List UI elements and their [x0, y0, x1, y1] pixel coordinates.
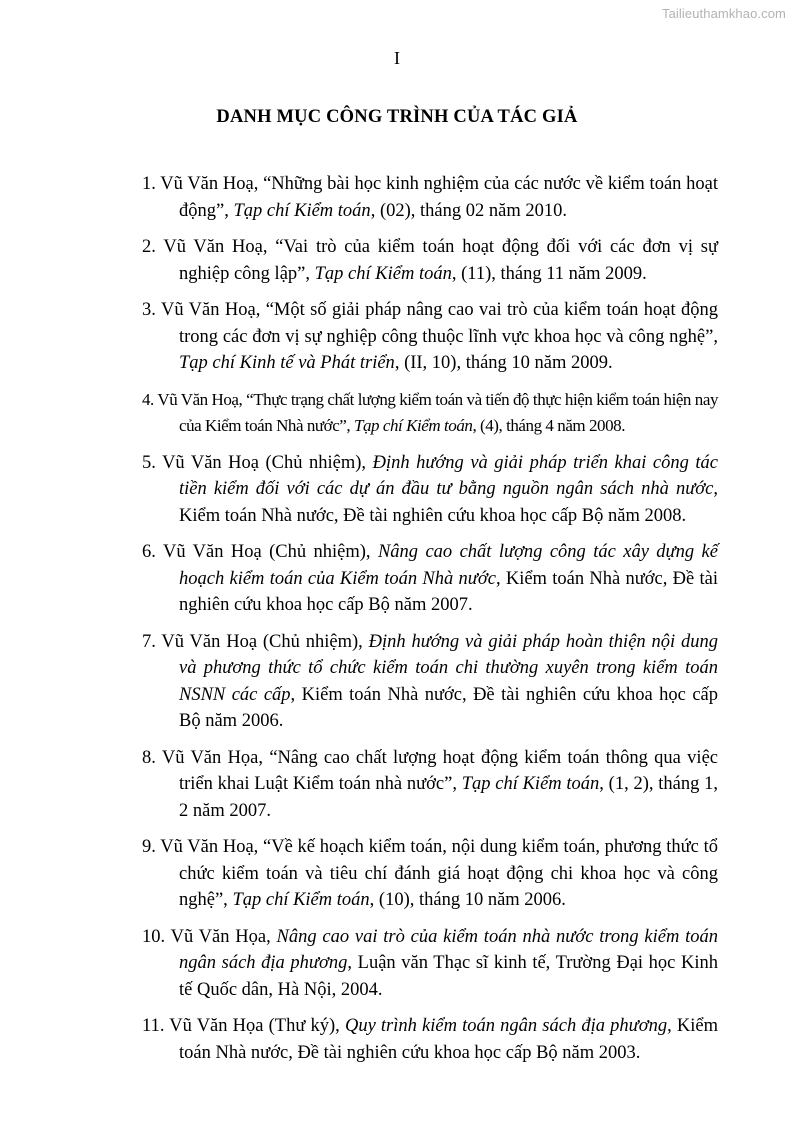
reference-text: Vũ Văn Hoạ, “Những bài học kinh nghiệm của các nước về kiểm toán hoạt động”,: [160, 174, 718, 221]
reference-publication: Tạp chí Kiểm toán: [233, 200, 371, 221]
reference-number: 10.: [142, 926, 166, 947]
reference-number: 11.: [142, 1016, 165, 1036]
reference-item-7: [142, 629, 718, 735]
reference-publication: Tạp chí Kiểm toán: [232, 890, 370, 910]
reference-work-title: Quy trình kiểm toán ngân sách địa phương: [344, 1016, 668, 1036]
reference-publication: Tạp chí Kiểm toán: [354, 416, 473, 435]
reference-item-2: [142, 234, 718, 287]
reference-text: Vũ Văn Họa,: [170, 926, 277, 947]
reference-list: [142, 171, 718, 1076]
reference-item-9: [142, 834, 718, 914]
reference-details: , Kiểm toán Nhà nước, Đề tài nghiên cứu khoa học cấp Bộ năm 2007.: [179, 568, 718, 615]
reference-publication: Tạp chí Kinh tế và Phát triển: [179, 353, 395, 373]
reference-text: Vũ Văn Họa (Thư ký),: [169, 1016, 345, 1036]
reference-text: Vũ Văn Hoạ, “Thực trạng chất lượng kiểm toán và tiến độ thực hiện kiểm toán hiện nay của Kiểm toán Nhà nước”,: [157, 389, 718, 435]
page-number: I: [394, 48, 400, 68]
reference-work-title: Định hướng và giải pháp hoàn thiện nội dung và phương thức tổ chức kiểm toán chi thường xuyên trong kiểm toán NSNN các cấp: [179, 631, 718, 705]
reference-item-5: [142, 450, 718, 530]
reference-details: , (11), tháng 11 năm 2009.: [451, 263, 647, 284]
reference-details: , (1, 2), tháng 1, 2 năm 2007.: [179, 774, 718, 821]
reference-details: , (02), tháng 02 năm 2010.: [370, 200, 567, 221]
reference-item-6: [142, 539, 718, 619]
reference-details: , Kiểm toán Nhà nước, Đề tài nghiên cứu khoa học cấp Bộ năm 2006.: [179, 684, 718, 731]
reference-text: Vũ Văn Hoạ (Chủ nhiệm),: [162, 452, 373, 473]
reference-number: 9.: [142, 837, 156, 857]
reference-details: , Luận văn Thạc sĩ kinh tế, Trường Đại học Kinh tế Quốc dân, Hà Nội, 2004.: [179, 953, 719, 1000]
reference-details: , Kiểm toán Nhà nước, Đề tài nghiên cứu khoa học cấp Bộ năm 2008.: [179, 479, 718, 526]
reference-item-8: [142, 745, 718, 825]
reference-item-1: [142, 171, 718, 224]
reference-details: , Kiểm toán Nhà nước, Đề tài nghiên cứu khoa học cấp Bộ năm 2003.: [179, 1016, 718, 1063]
reference-text: Vũ Văn Hoạ (Chủ nhiệm),: [162, 542, 378, 562]
reference-number: 5.: [142, 452, 156, 473]
reference-number: 8.: [142, 747, 156, 768]
reference-item-3: [142, 297, 718, 377]
reference-work-title: Nâng cao chất lượng công tác xây dựng kế hoạch kiểm toán của Kiểm toán Nhà nước: [179, 542, 718, 589]
watermark: Tailieuthamkhao.com: [661, 6, 786, 21]
reference-text: Vũ Văn Hoạ, “Về kế hoạch kiểm toán, nội dung kiểm toán, phương thức tổ chức kiểm toán và tiêu chí đánh giá hoạt động chi khoa học và công nghệ”,: [160, 837, 718, 910]
reference-details: , (10), tháng 10 năm 2006.: [369, 890, 566, 910]
reference-item-4: [142, 387, 718, 440]
reference-number: 6.: [142, 542, 156, 562]
reference-details: , (4), tháng 4 năm 2008.: [472, 416, 625, 435]
reference-publication: Tạp chí Kiểm toán: [314, 263, 452, 284]
reference-text: Vũ Văn Hoạ, “Vai trò của kiểm toán hoạt động đối với các đơn vị sự nghiệp công lập”,: [163, 237, 718, 284]
reference-publication: Tạp chí Kiểm toán: [461, 774, 600, 794]
page-title: DANH MỤC CÔNG TRÌNH CỦA TÁC GIẢ: [216, 107, 578, 127]
reference-number: 4.: [142, 389, 154, 409]
reference-text: Vũ Văn Hoạ, “Một số giải pháp nâng cao vai trò của kiểm toán hoạt động trong các đơn vị sự nghiệp công thuộc lĩnh vực khoa học và công nghệ”,: [160, 300, 718, 347]
reference-number: 7.: [142, 631, 156, 652]
reference-number: 1.: [142, 174, 156, 194]
reference-item-10: [142, 924, 718, 1004]
reference-number: 3.: [142, 300, 156, 320]
reference-text: Vũ Văn Họa, “Nâng cao chất lượng hoạt động kiểm toán thông qua việc triển khai Luật Kiểm toán nhà nước”,: [161, 747, 718, 794]
reference-text: Vũ Văn Hoạ (Chủ nhiệm),: [161, 631, 369, 652]
reference-details: , (II, 10), tháng 10 năm 2009.: [394, 353, 613, 373]
reference-work-title: Định hướng và giải pháp triển khai công tác tiền kiểm đối với các dự án đầu tư bằng nguồn ngân sách nhà nước: [179, 452, 718, 499]
reference-work-title: Nâng cao vai trò của kiểm toán nhà nước trong kiểm toán ngân sách địa phương: [179, 926, 719, 973]
reference-number: 2.: [142, 237, 156, 257]
reference-item-11: [142, 1013, 718, 1066]
